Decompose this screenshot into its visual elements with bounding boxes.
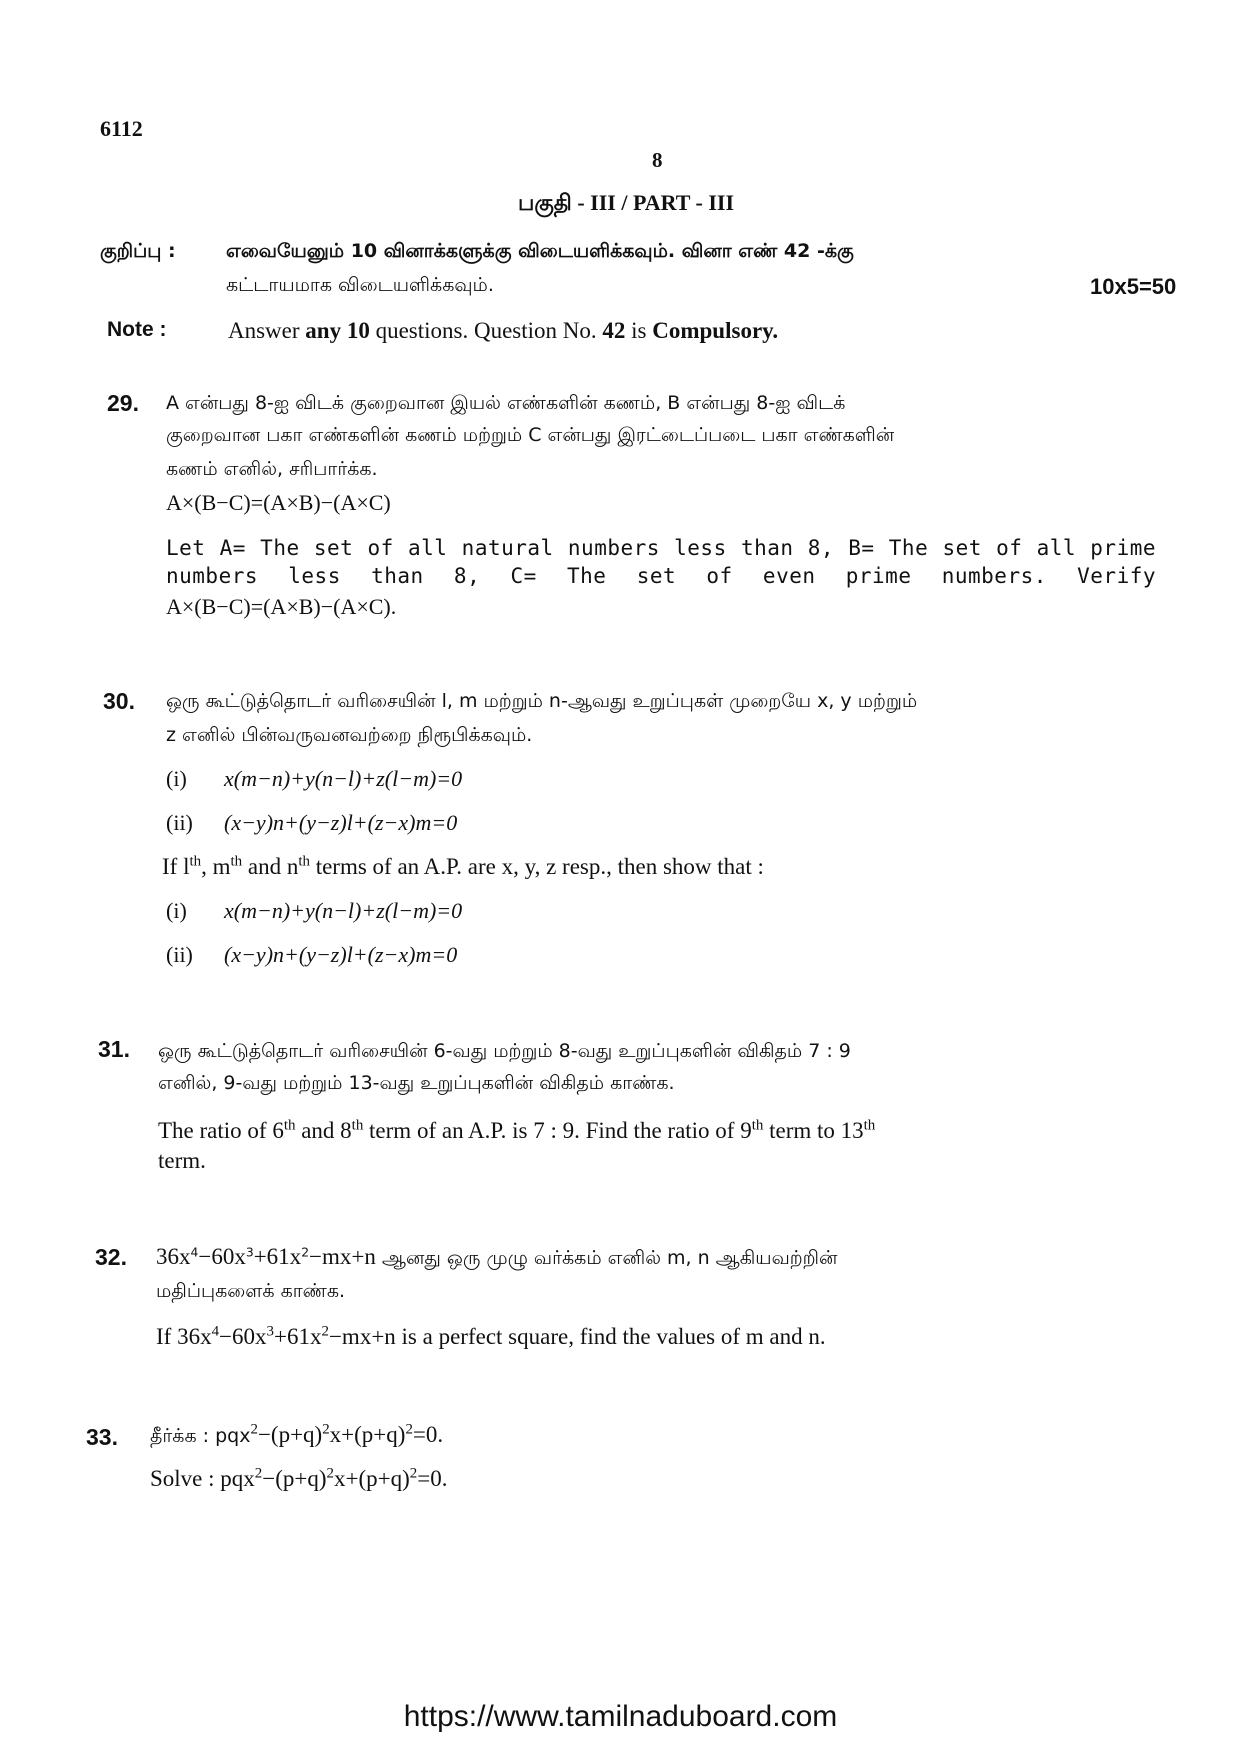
q33-tamil: [150, 1422, 443, 1450]
superscript: 2: [254, 1465, 263, 1482]
superscript: 2: [322, 1421, 330, 1438]
q30-formula-1: x(m−n)+y(n−l)+z(l−m)=0: [224, 766, 463, 791]
q33-english: [150, 1466, 447, 1492]
q32-english: [156, 1324, 826, 1350]
note-emphasis: any 10: [305, 318, 370, 343]
superscript: 2: [405, 1421, 413, 1438]
note-emphasis: 42: [602, 318, 626, 343]
footer-url[interactable]: https://www.tamilnaduboard.com: [403, 1700, 838, 1733]
q32-tamil-text: ஆனது ஒரு முழு வர்க்கம் எனில் m, n ஆகியவற்றின்: [375, 1247, 838, 1269]
q33-text: தீர்க்க : pqx: [150, 1425, 251, 1447]
q32-text: −60x: [219, 1324, 267, 1349]
q33-text: −(p+q): [257, 1422, 323, 1447]
q30-formula-1-en: x(m−n)+y(n−l)+z(l−m)=0: [224, 898, 463, 923]
q33-text: x+(p+q): [329, 1422, 406, 1447]
question-number-32: 32.: [95, 1244, 127, 1270]
q32-tamil-line-2: மதிப்புகளைக் காண்க.: [156, 1280, 346, 1302]
superscript: th: [283, 1117, 296, 1134]
q31-text: term of an A.P. is 7 : 9. Find the ratio of 9: [363, 1118, 752, 1143]
q30-text: terms of an A.P. are x, y, z resp., then show that :: [309, 854, 764, 879]
question-number-29: 29.: [107, 390, 139, 416]
q30-label-i: (i): [166, 766, 187, 791]
note-text-tamil-2: கட்டாயமாக விடையளிக்கவும்.: [226, 274, 494, 296]
superscript: 3: [266, 1323, 274, 1340]
superscript: th: [863, 1117, 876, 1134]
part-title: பகுதி - III / PART - III: [518, 190, 735, 215]
q31-tamil-line-2: எனில், 9-வது மற்றும் 13-வது உறுப்புகளின் விகிதம் காண்க.: [158, 1072, 675, 1094]
superscript: 2: [409, 1465, 418, 1482]
superscript: th: [230, 853, 243, 870]
note-word: Answer: [228, 318, 300, 343]
question-number-30: 30.: [103, 688, 135, 714]
q30-text: , m: [201, 854, 231, 879]
superscript: 2: [326, 1465, 334, 1482]
q30-text: and n: [242, 854, 299, 879]
superscript: 3: [245, 1245, 254, 1260]
note-text-tamil-1: எவையேனும் 10 வினாக்களுக்கு விடையளிக்கவும். வினா எண் 42 -க்கு: [226, 240, 854, 262]
q31-english-line-2: term.: [158, 1148, 206, 1173]
superscript: 2: [301, 1245, 310, 1260]
q30-text: If l: [162, 854, 190, 879]
q32-math: 36x: [156, 1244, 191, 1269]
q33-text: =0.: [417, 1466, 448, 1491]
q32-text: −mx+n is a perfect square, find the values of m and n.: [328, 1324, 826, 1349]
q31-text: The ratio of 6: [158, 1118, 284, 1143]
superscript: th: [351, 1117, 364, 1134]
q30-english: [162, 854, 764, 880]
note-label-english: Note :: [107, 318, 167, 341]
q29-formula: A×(B−C)=(A×B)−(A×C): [166, 490, 391, 515]
paper-code: 6112: [100, 116, 143, 141]
q32-text: +61x: [274, 1324, 322, 1349]
q30-label-i-en: (i): [166, 898, 187, 923]
superscript: th: [298, 853, 310, 870]
page-number: 8: [652, 148, 663, 172]
q33-text: =0.: [412, 1422, 444, 1447]
q29-english-line-1: Let A= The set of all natural numbers less than 8, B= The set of all prime: [166, 536, 1156, 560]
q29-english-line-2: numbers less than 8, C= The set of even prime numbers. Verify: [166, 564, 1156, 588]
q29-tamil-line-1: A என்பது 8-ஐ விடக் குறைவான இயல் எண்களின் கணம், B என்பது 8-ஐ விடக்: [166, 392, 846, 414]
q33-text: Solve : pqx: [150, 1466, 255, 1491]
q31-english-line-1: [158, 1118, 875, 1144]
q30-tamil-line-1: ஒரு கூட்டுத்தொடர் வரிசையின் l, m மற்றும் n-ஆவது உறுப்புகள் முறையே x, y மற்றும்: [166, 690, 918, 712]
q31-text: term to 13: [763, 1118, 864, 1143]
note-word: questions. Question No.: [375, 318, 597, 343]
superscript: 4: [190, 1245, 199, 1260]
q32-math: −mx+n: [309, 1244, 376, 1269]
q30-formula-2-en: (x−y)n+(y−z)l+(z−x)m=0: [224, 942, 458, 967]
superscript: th: [189, 853, 202, 870]
q33-text: −(p+q): [262, 1466, 327, 1491]
q30-tamil-line-2: z எனில் பின்வருவனவற்றை நிரூபிக்கவும்.: [166, 724, 533, 746]
q31-tamil-line-1: ஒரு கூட்டுத்தொடர் வரிசையின் 6-வது மற்றும் 8-வது உறுப்புகளின் விகிதம் 7 : 9: [158, 1040, 851, 1062]
q33-text: x+(p+q): [333, 1466, 410, 1491]
superscript: th: [751, 1117, 764, 1134]
q32-math: +61x: [253, 1244, 302, 1269]
q32-tamil-line-1: [156, 1244, 837, 1272]
q32-text: If 36x: [156, 1324, 212, 1349]
note-emphasis: Compulsory.: [652, 318, 779, 343]
q30-label-ii: (ii): [166, 810, 193, 835]
superscript: 2: [250, 1421, 258, 1438]
note-word: is: [631, 318, 647, 343]
q29-english-formula: A×(B−C)=(A×B)−(A×C).: [166, 594, 397, 619]
question-number-33: 33.: [86, 1424, 118, 1450]
question-number-31: 31.: [98, 1036, 130, 1062]
q29-tamil-line-3: கணம் எனில், சரிபார்க்க.: [166, 458, 378, 480]
q32-math: −60x: [198, 1244, 246, 1269]
q30-label-ii-en: (ii): [166, 942, 193, 967]
marks-allocation: 10x5=50: [1090, 274, 1177, 299]
note-text-english: [228, 318, 778, 344]
q31-text: and 8: [295, 1118, 352, 1143]
note-label-tamil: குறிப்பு :: [100, 240, 176, 262]
q30-formula-2: (x−y)n+(y−z)l+(z−x)m=0: [224, 810, 458, 835]
superscript: 2: [321, 1323, 329, 1340]
superscript: 4: [211, 1323, 220, 1340]
q29-tamil-line-2: குறைவான பகா எண்களின் கணம் மற்றும் C என்பது இரட்டைப்படை பகா எண்களின்: [166, 424, 895, 446]
